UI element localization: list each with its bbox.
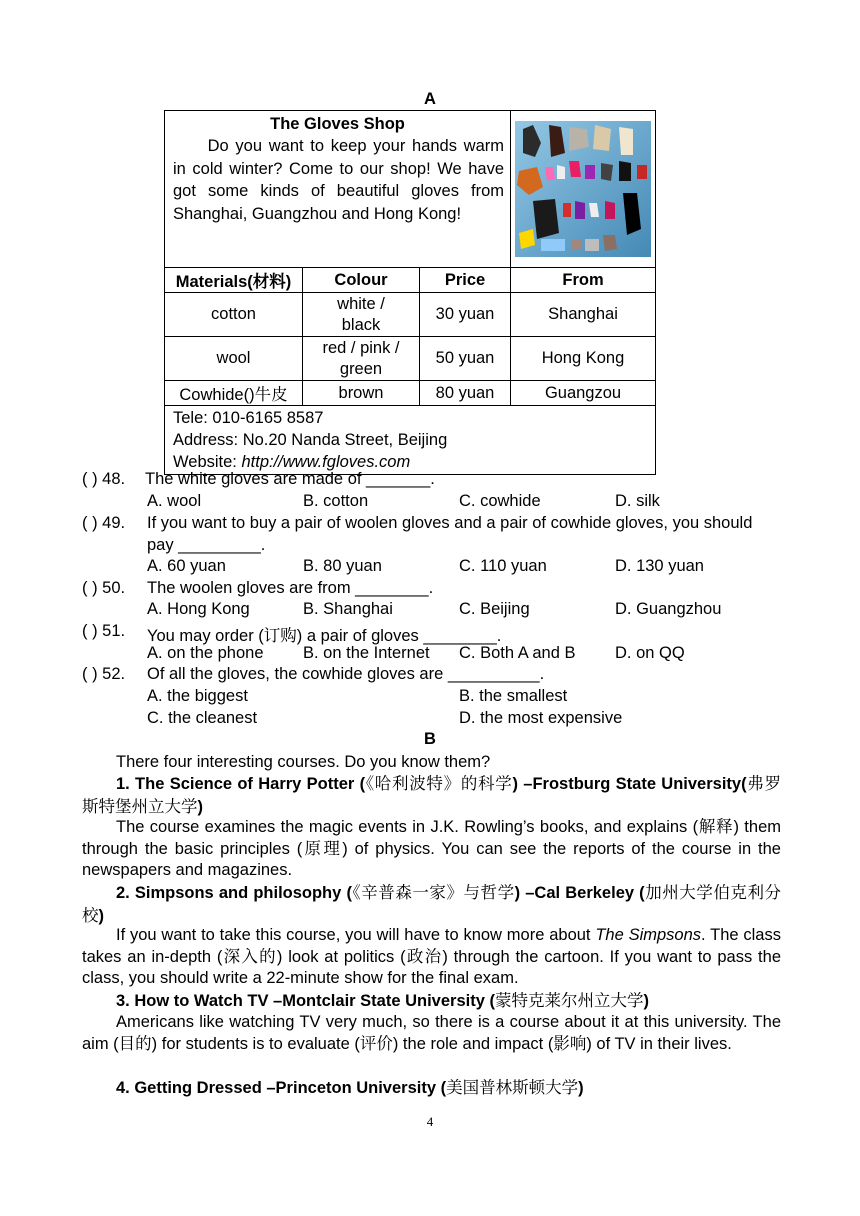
website-link[interactable]: http://www.fgloves.com [241, 453, 411, 471]
course-3-title: 3. How to Watch TV –Montclair State University (蒙特克莱尔州立大学) [116, 991, 649, 1010]
shop-title: The Gloves Shop [270, 115, 405, 133]
shop-intro-text: Do you want to keep your hands warm in cold winter? Come to our shop! We have got some kinds of beautiful gloves from Shanghai, Guangzhou and Hong Kong! [173, 137, 505, 223]
table-row [165, 293, 656, 337]
question-49-stem: If you want to buy a pair of woolen gloves and a pair of cowhide gloves, you should [147, 514, 753, 532]
contact-cell [165, 406, 656, 475]
question-51-option-d[interactable]: D. on QQ [615, 644, 685, 662]
question-51-option-c[interactable]: C. Both A and B [459, 644, 576, 662]
gloves-image-cell [511, 111, 656, 268]
header-price: Price [420, 268, 511, 293]
question-49-num: ( ) 49. [82, 514, 126, 532]
header-colour: Colour [303, 268, 420, 293]
table-row [165, 381, 656, 406]
cell-from: Shanghai [511, 293, 656, 337]
cell-price: 80 yuan [420, 381, 511, 406]
shop-intro-cell [165, 111, 511, 268]
cell-price: 30 yuan [420, 293, 511, 337]
cell-from: Guangzou [511, 381, 656, 406]
course-3-body: Americans like watching TV very much, so there is a course about it at this university. The aim (目的) for students is to evaluate (评价) the role and impact (影响) of TV in their lives. [82, 1013, 781, 1053]
question-50-stem: The woolen gloves are from ________. [147, 579, 434, 597]
website-line: Website: http://www.fgloves.com [173, 453, 411, 471]
question-50-option-d[interactable]: D. Guangzhou [615, 600, 722, 618]
question-48-num: ( ) 48. [82, 470, 126, 488]
gloves-collage-image [515, 121, 651, 257]
question-51-option-b[interactable]: B. on the Internet [303, 644, 430, 662]
question-49-option-b[interactable]: B. 80 yuan [303, 557, 382, 575]
question-51-num: ( ) 51. [82, 622, 126, 640]
question-51-stem: You may order (订购) a pair of gloves ________. [147, 627, 502, 645]
course-2-body: If you want to take this course, you will have to know more about The Simpsons. The class takes an in-depth (深入的) look at politics (政治) through the cartoon. If you want to pass the class, you should write a 22-minute show for the final exam. [82, 926, 781, 988]
page-number: 4 [426, 1114, 434, 1129]
question-49-option-d[interactable]: D. 130 yuan [615, 557, 704, 575]
table-row [165, 337, 656, 381]
cell-colour: white / black [303, 293, 420, 337]
question-49-stem-2: pay _________. [147, 536, 266, 554]
cell-colour: brown [303, 381, 420, 406]
question-52-option-c[interactable]: C. the cleanest [147, 709, 258, 727]
question-52-option-a[interactable]: A. the biggest [147, 687, 248, 705]
question-48-option-b[interactable]: B. cotton [303, 492, 369, 510]
cell-price: 50 yuan [420, 337, 511, 381]
cell-from: Hong Kong [511, 337, 656, 381]
question-48-option-d[interactable]: D. silk [615, 492, 660, 510]
address-text: Address: No.20 Nanda Street, Beijing [173, 431, 448, 449]
question-48-option-a[interactable]: A. wool [147, 492, 202, 510]
cell-material: Cowhide()牛皮 [165, 381, 303, 406]
course-1-body: The course examines the magic events in J.K. Rowling’s books, and explains (解释) them through the basic principles (原理) of physics. You can see the reports of the course in the newspapers and magazines. [82, 818, 781, 880]
gloves-shop-table [164, 110, 656, 475]
cell-material: cotton [165, 293, 303, 337]
section-a-label: A [424, 90, 436, 108]
question-52-option-b[interactable]: B. the smallest [459, 687, 568, 705]
cell-colour: red / pink / green [303, 337, 420, 381]
course-2-title: 2. Simpsons and philosophy (《辛普森一家》与哲学) –Cal Berkeley (加州大学伯克利分校) [82, 883, 781, 925]
question-50-num: ( ) 50. [82, 579, 126, 597]
tele-text: Tele: 010-6165 8587 [173, 409, 324, 427]
cell-material: wool [165, 337, 303, 381]
question-50-option-c[interactable]: C. Beijing [459, 600, 530, 618]
header-materials: Materials(材料) [165, 268, 303, 293]
table-header-row [165, 268, 656, 293]
question-52-num: ( ) 52. [82, 665, 126, 683]
question-48-stem: The white gloves are made of _______. [145, 470, 435, 488]
course-4-title: 4. Getting Dressed –Princeton University (美国普林斯顿大学) [116, 1078, 584, 1097]
question-50-option-a[interactable]: A. Hong Kong [147, 600, 250, 618]
question-48-option-c[interactable]: C. cowhide [459, 492, 541, 510]
question-49-option-a[interactable]: A. 60 yuan [147, 557, 226, 575]
course-1-title: 1. The Science of Harry Potter (《哈利波特》的科学) –Frostburg State University(弗罗斯特堡州立大学) [82, 774, 782, 816]
section-b-label: B [424, 730, 436, 748]
question-49-option-c[interactable]: C. 110 yuan [459, 557, 547, 575]
question-52-stem: Of all the gloves, the cowhide gloves are __________. [147, 665, 545, 683]
question-52-option-d[interactable]: D. the most expensive [459, 709, 623, 727]
question-51-option-a[interactable]: A. on the phone [147, 644, 264, 662]
passage-b-intro: There four interesting courses. Do you know them? [116, 753, 491, 771]
header-from: From [511, 268, 656, 293]
question-50-option-b[interactable]: B. Shanghai [303, 600, 393, 618]
